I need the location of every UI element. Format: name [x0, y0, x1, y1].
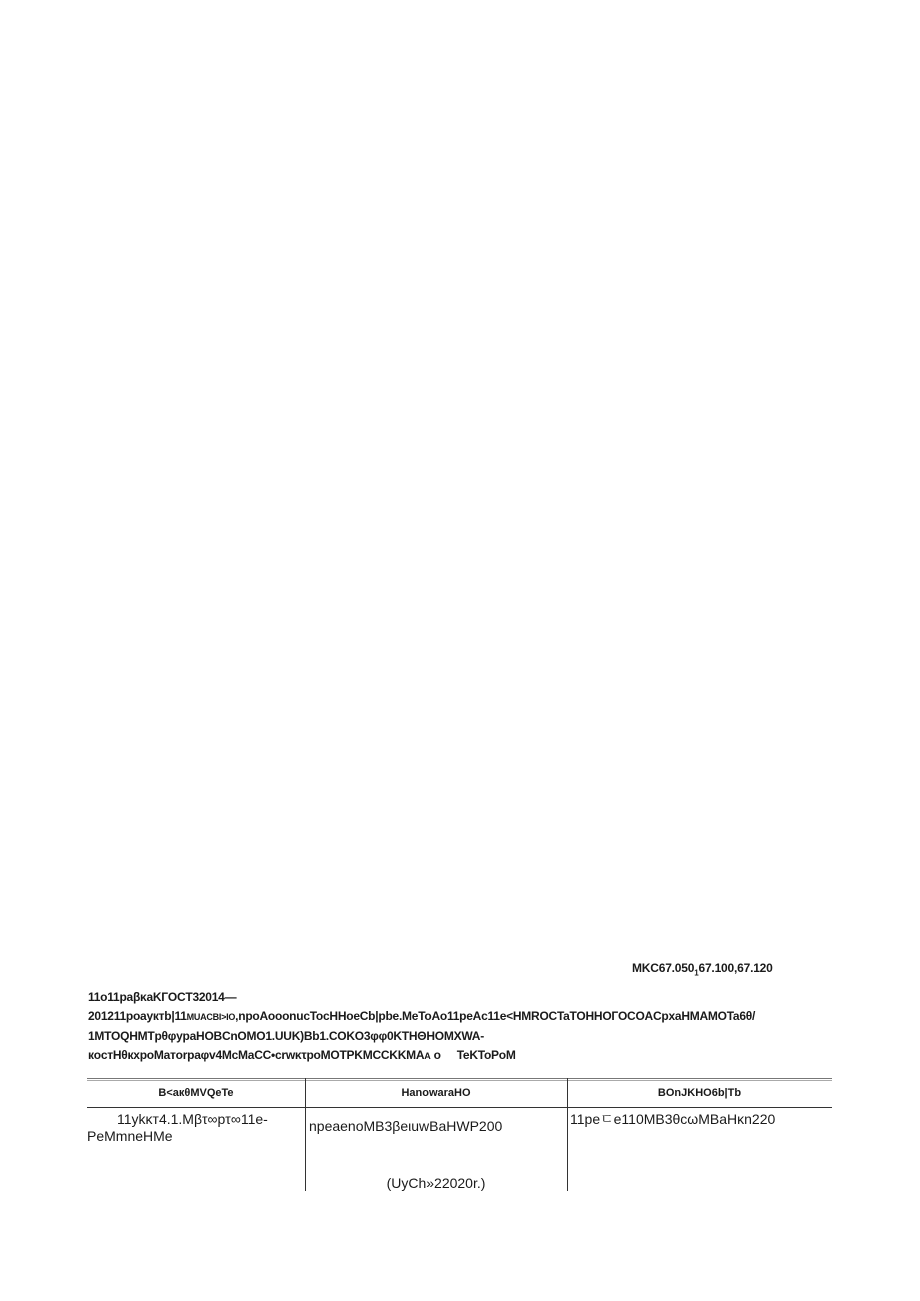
table-cell-printed: npeaenoMB3βeιuwBaHWP200: [309, 1118, 503, 1134]
table-top-rule-inner: [87, 1080, 832, 1081]
amendment-line-4-small: A: [424, 1051, 431, 1061]
mks-subscript: 1: [694, 968, 699, 978]
amendment-line-1: 11o11paβκaKГOCT32014—: [88, 990, 237, 1004]
amendment-text: [88, 988, 833, 1066]
amendment-line-2-b: b|11: [164, 1009, 187, 1023]
amendment-line-2-c: ,npoAooonucTocHHoeCb|pbe.MeToAo11peAc11e<HMROCTaTOHHOГOCOACpxaHMAMOTa6θ/: [235, 1009, 756, 1023]
amendment-line-4-a: кocтHθкxpoMaтorpaφv4McMaCC•crwκτpoMOTPKMCCKKMA: [88, 1048, 425, 1062]
table-top-rule: [87, 1078, 832, 1079]
amendment-line-2-a: 201211poaукт: [88, 1009, 165, 1023]
amendment-line-2-small: MUACBI>IO: [186, 1012, 236, 1022]
amendment-line-3: 1MTOQHMTpθφypaHOBCnOMO1.UUK)Bb1.COKO3φφ0KTHΘHOMXWA-: [88, 1029, 484, 1043]
table-cell-printed-note: (UyCh»22020r.): [386, 1175, 486, 1191]
amendment-table: [87, 1078, 832, 1191]
table-header-col2: HanowaraHO: [401, 1087, 471, 1099]
amendment-line-4-o: o: [433, 1048, 441, 1062]
mks-code: [632, 961, 773, 977]
amendment-line-4-b: TeKToPoM: [456, 1048, 516, 1062]
table-header-rule: [87, 1107, 832, 1108]
table-cell-location: 11ykκт4.1.Mβτ∞pτ∞11e-PeMmneHMe: [87, 1111, 268, 1144]
mks-suffix: 67.100,67.120: [698, 961, 773, 975]
table-cell-should-be: 11peㄷe110MB3θcωMBaHκn220: [570, 1111, 776, 1127]
table-header-col1: B<aкθMVQeTe: [158, 1087, 234, 1099]
mks-prefix: MKC67.050: [632, 961, 695, 975]
table-header-col3: BOnJKHO6b|Tb: [657, 1087, 742, 1099]
amendment-line-2: [88, 1007, 833, 1027]
amendment-line-4: [88, 1046, 833, 1066]
